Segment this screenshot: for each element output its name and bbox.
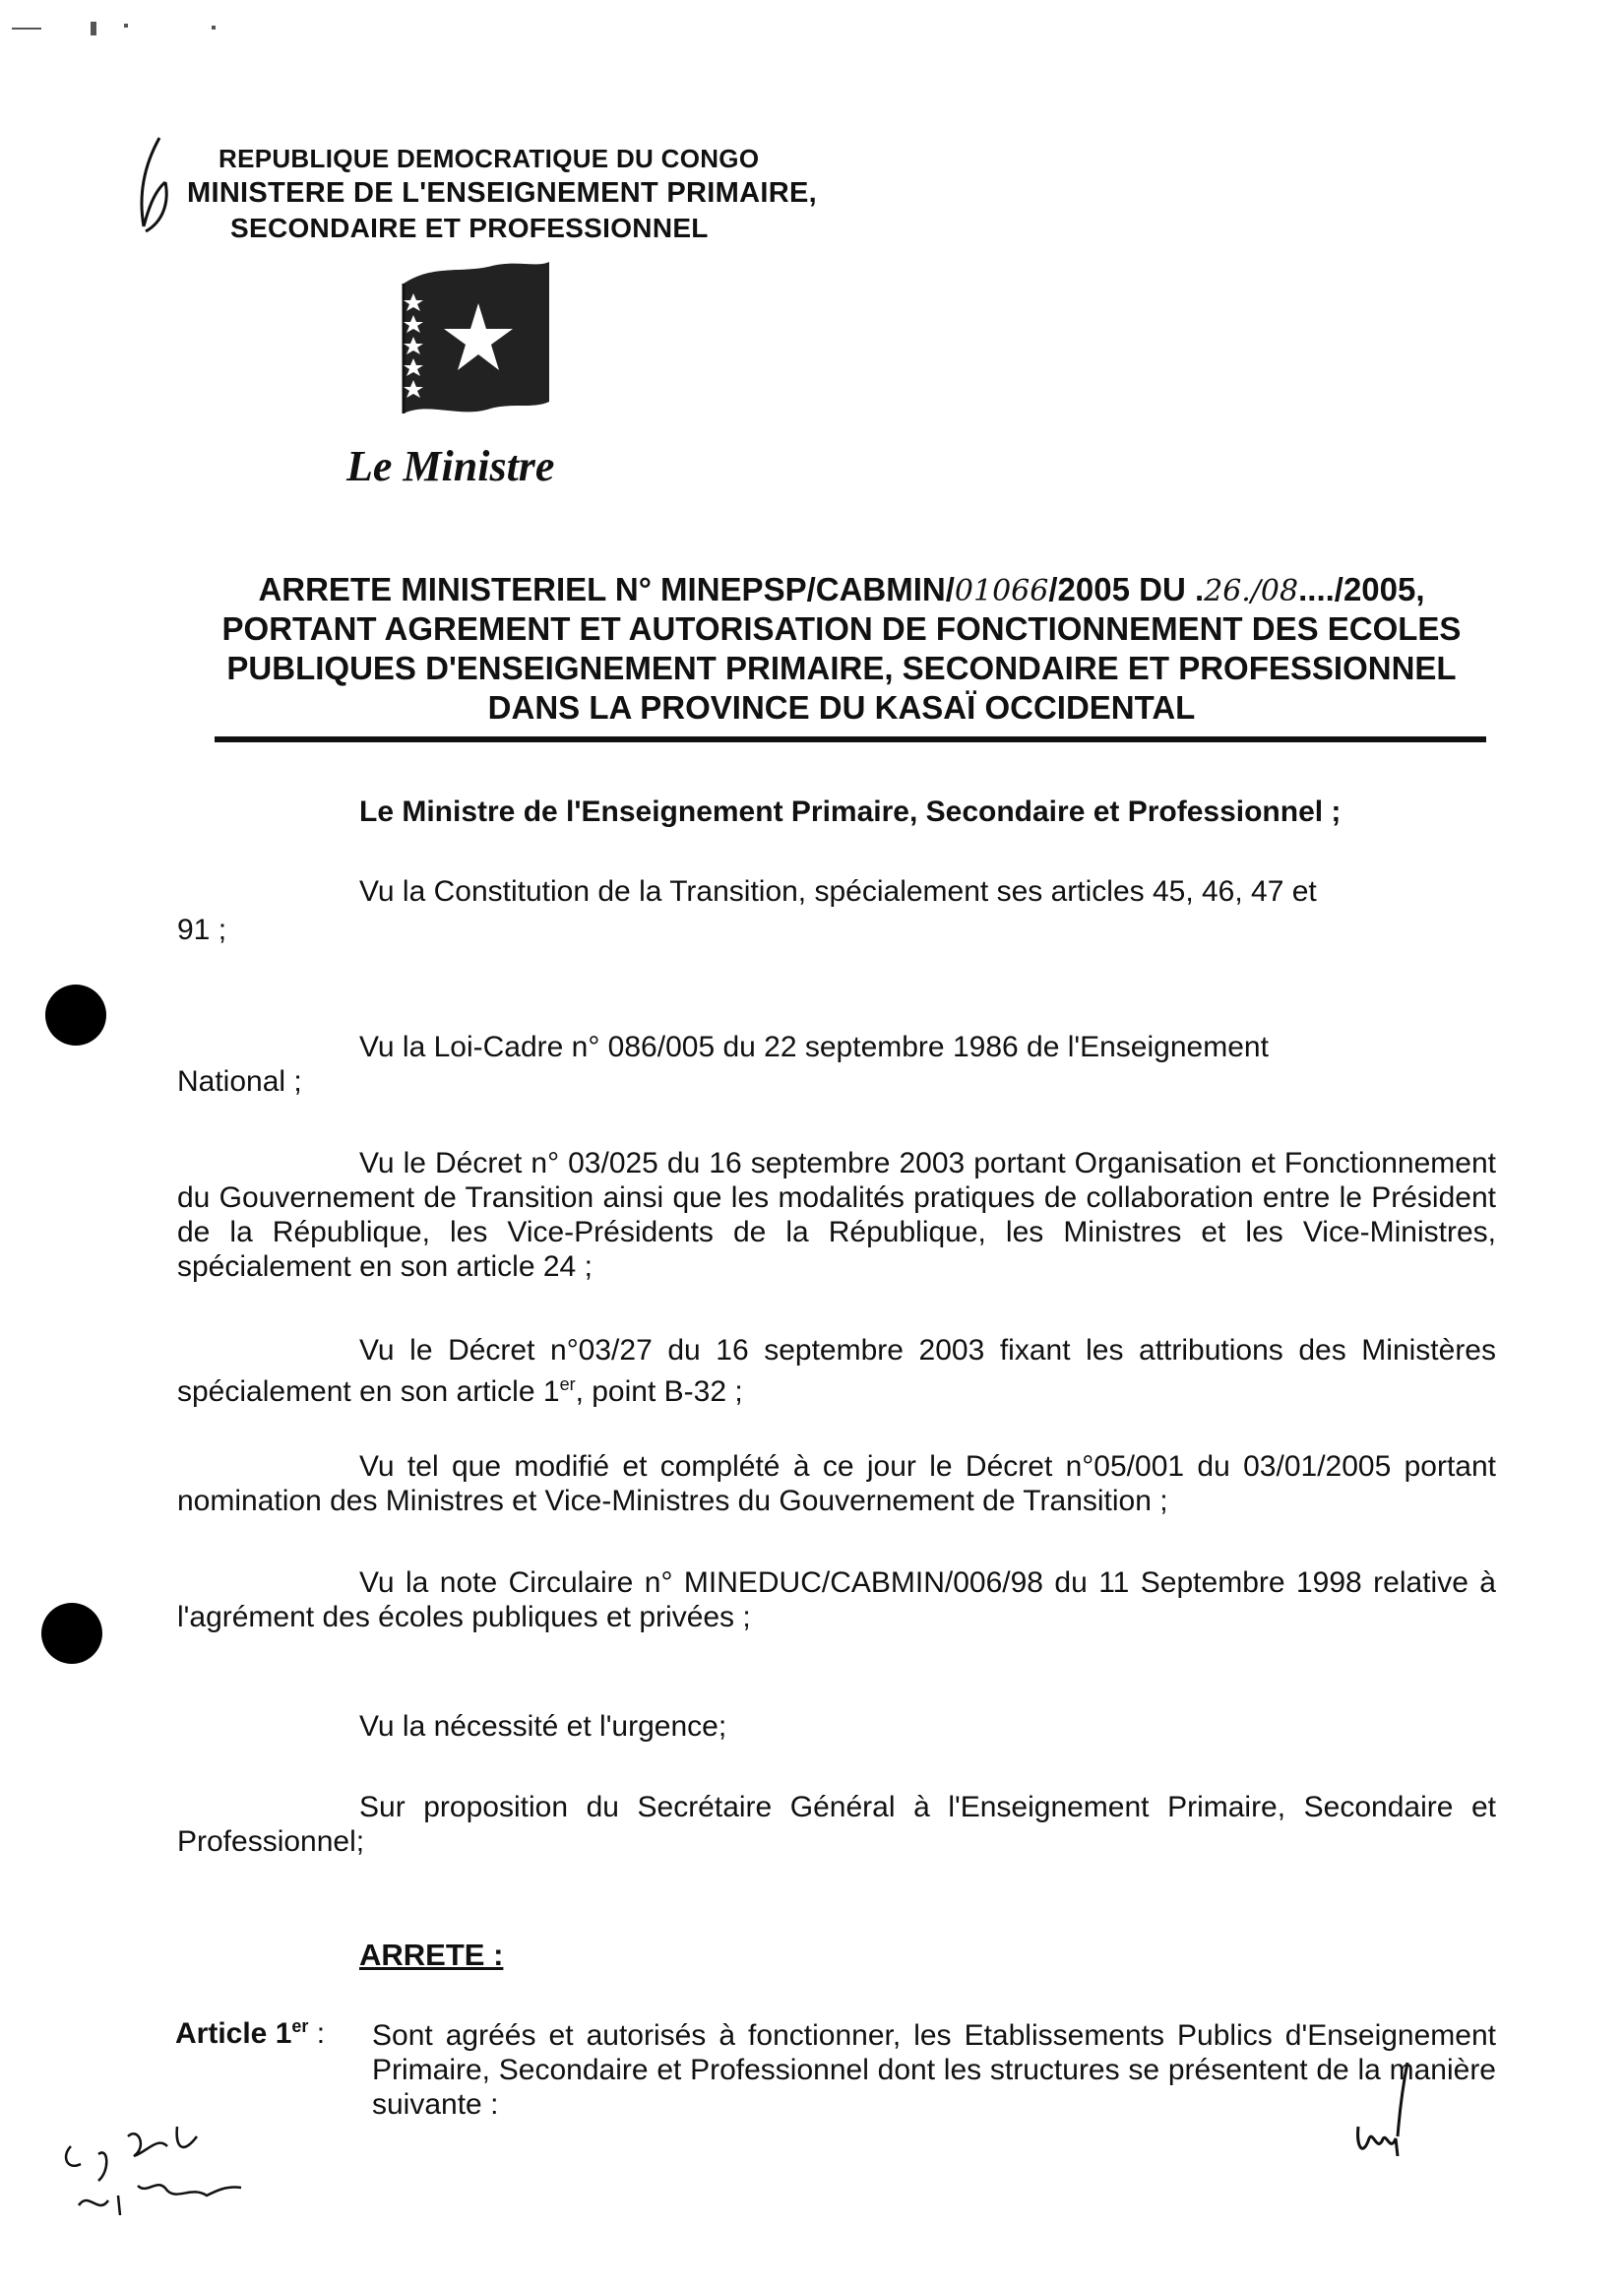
vu-loi-cadre-line2: National ;: [177, 1065, 302, 1098]
vu-decret-attributions-sup: er: [559, 1374, 576, 1394]
decree-number-label: ARRETE MINISTERIEL N° MINEPSP/CABMIN/: [258, 571, 955, 607]
article-label-text: Article 1: [175, 2017, 292, 2050]
decree-date-year: ..../2005,: [1298, 571, 1425, 607]
punch-hole: [45, 985, 106, 1046]
flag-emblem-icon: [394, 254, 556, 421]
signatory-title: Le Ministre: [346, 442, 555, 490]
vu-loi-cadre-line1: Vu la Loi-Cadre n° 086/005 du 22 septembre 1986 de l'Enseignement: [359, 1031, 1269, 1063]
vu-decret-attributions-text: Vu le Décret n°03/27 du 16 septembre 2003 fixant les attributions des Ministères spécialement en son article 1: [177, 1334, 1496, 1408]
arrete-heading: ARRETE :: [359, 1938, 504, 1972]
ministry-name-line2: SECONDAIRE ET PROFESSIONNEL: [230, 213, 709, 243]
article-1-text: Sont agréés et autorisés à fonctionner, les Etablissements Publics d'Enseignement Primaire, Secondaire et Professionnel dont les structures se présentent de la manière suivante :: [372, 2019, 1496, 2121]
scan-mark: [12, 28, 41, 30]
handwritten-initial-mark: [126, 133, 185, 241]
decree-title-line1: [197, 571, 1486, 610]
title-underline: [215, 736, 1486, 742]
vu-decret-nomination: Vu tel que modifié et complété à ce jour le Décret n°05/001 du 03/01/2005 portant nomination des Ministres et Vice-Ministres du Gouvernement de Transition ;: [177, 1450, 1496, 1517]
minister-preamble: Le Ministre de l'Enseignement Primaire, Secondaire et Professionnel ;: [359, 796, 1342, 828]
article-label-colon: :: [308, 2017, 326, 2050]
article-label-sup: er: [291, 2016, 309, 2036]
decree-title-line3: PUBLIQUES D'ENSEIGNEMENT PRIMAIRE, SECONDAIRE ET PROFESSIONNEL: [226, 650, 1457, 686]
vu-constitution-line2: 91 ;: [177, 914, 227, 946]
sur-proposition: Sur proposition du Secrétaire Général à l'Enseignement Primaire, Secondaire et Professionnel;: [177, 1791, 1496, 1858]
vu-decret-attributions: [177, 1333, 1496, 1409]
decree-title-line4: DANS LA PROVINCE DU KASAÏ OCCIDENTAL: [487, 689, 1196, 726]
punch-hole: [41, 1603, 102, 1664]
decree-number-handwritten: 01066: [954, 574, 1049, 608]
vu-decret-attributions-tail: , point B-32 ;: [575, 1375, 743, 1408]
country-name: REPUBLIQUE DEMOCRATIQUE DU CONGO: [219, 144, 760, 173]
vu-constitution-line1: Vu la Constitution de la Transition, spécialement ses articles 45, 46, 47 et: [359, 875, 1317, 908]
article-label: [175, 2016, 325, 2051]
handwritten-annotation: [59, 2117, 295, 2235]
decree-title-line2: PORTANT AGREMENT ET AUTORISATION DE FONCTIONNEMENT DES ECOLES: [221, 610, 1462, 647]
scan-mark: [124, 24, 128, 28]
decree-date-handwritten: 26./08: [1204, 574, 1299, 608]
vu-necessite: Vu la nécessité et l'urgence;: [359, 1710, 727, 1743]
vu-constitution: [177, 874, 1496, 947]
vu-decret-organisation: Vu le Décret n° 03/025 du 16 septembre 2003 portant Organisation et Fonctionnement du Gouvernement de Transition ainsi que les modalités pratiques de collaboration entre le Président de la République, les Vice-Présidents de la République, les Ministres et les Vice-Ministres, spécialement en son article 24 ;: [177, 1147, 1496, 1283]
handwritten-initials: [1348, 2058, 1417, 2166]
decree-year: /2005 DU .: [1048, 571, 1205, 607]
scan-mark: [91, 22, 96, 35]
vu-loi-cadre: [177, 1030, 1496, 1099]
scan-mark: [212, 26, 216, 30]
ministry-name-line1: MINISTERE DE L'ENSEIGNEMENT PRIMAIRE,: [187, 177, 817, 209]
vu-note-circulaire: Vu la note Circulaire n° MINEDUC/CABMIN/006/98 du 11 Septembre 1998 relative à l'agrément des écoles publiques et privées ;: [177, 1566, 1496, 1633]
